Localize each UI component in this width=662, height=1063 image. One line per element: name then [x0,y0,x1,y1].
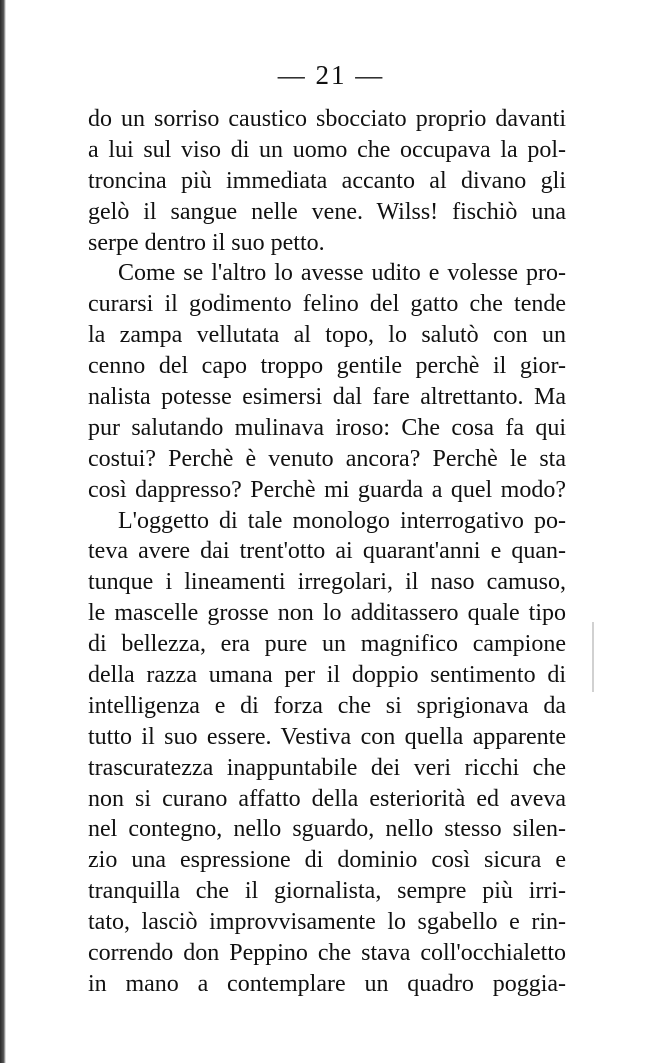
text-line: così dappresso? Perchè mi guarda a quel modo? [88,476,566,503]
text-line: L'oggetto di tale monologo interrogativo po- [118,507,566,534]
text-line: intelligenza e di forza che si sprigionava da [88,692,566,719]
text-line: costui? Perchè è venuto ancora? Perchè le sta [88,445,566,472]
text-line: in mano a contemplare un quadro poggia- [88,970,566,997]
text-line: la zampa vellutata al topo, lo salutò con un [88,322,566,349]
text-line: cenno del capo troppo gentile perchè il gior- [88,353,566,380]
text-line: tato, lasciò improvvisamente lo sgabello e rin- [88,909,566,936]
text-line: tranquilla che il giornalista, sempre più irri- [88,878,566,905]
text-line: troncina più immediata accanto al divano gli [88,167,566,194]
text-line: nalista potesse esimersi dal fare altrettanto. Ma [88,384,566,411]
page-number: — 21 — [277,60,385,90]
text-line: teva avere dai trent'otto ai quarant'anni e quan- [88,538,566,565]
text-line: a lui sul viso di un uomo che occupava la pol- [88,136,566,163]
text-line: Come se l'altro lo avesse udito e volesse pro- [118,260,566,287]
text-line: curarsi il godimento felino del gatto che tende [88,291,566,318]
text-line: tunque i lineamenti irregolari, il naso camuso, [88,569,566,596]
text-line: serpe dentro il suo petto. [88,229,325,256]
body-text [88,104,566,1000]
text-line: gelò il sangue nelle vene. Wilss! fischiò una [88,198,566,225]
text-line: trascuratezza inappuntabile dei veri ricchi che [88,754,566,781]
text-line: correndo don Peppino che stava coll'occhialetto [88,940,566,967]
margin-pencil-mark [592,622,594,692]
text-line: zio una espressione di dominio così sicura e [88,847,566,874]
text-line: do un sorriso caustico sbocciato proprio davanti [88,106,566,132]
text-line: non si curano affatto della esteriorità ed aveva [88,785,566,812]
text-line: le mascelle grosse non lo additassero quale tipo [88,600,566,627]
book-spine-edge [0,0,6,1063]
text-line: nel contegno, nello sguardo, nello stesso silen- [88,816,566,843]
text-line: di bellezza, era pure un magnifico campione [88,631,566,658]
text-line: tutto il suo essere. Vestiva con quella apparente [88,723,566,750]
text-line: pur salutando mulinava iroso: Che cosa fa qui [88,414,566,441]
text-line: della razza umana per il doppio sentimento di [88,662,566,689]
